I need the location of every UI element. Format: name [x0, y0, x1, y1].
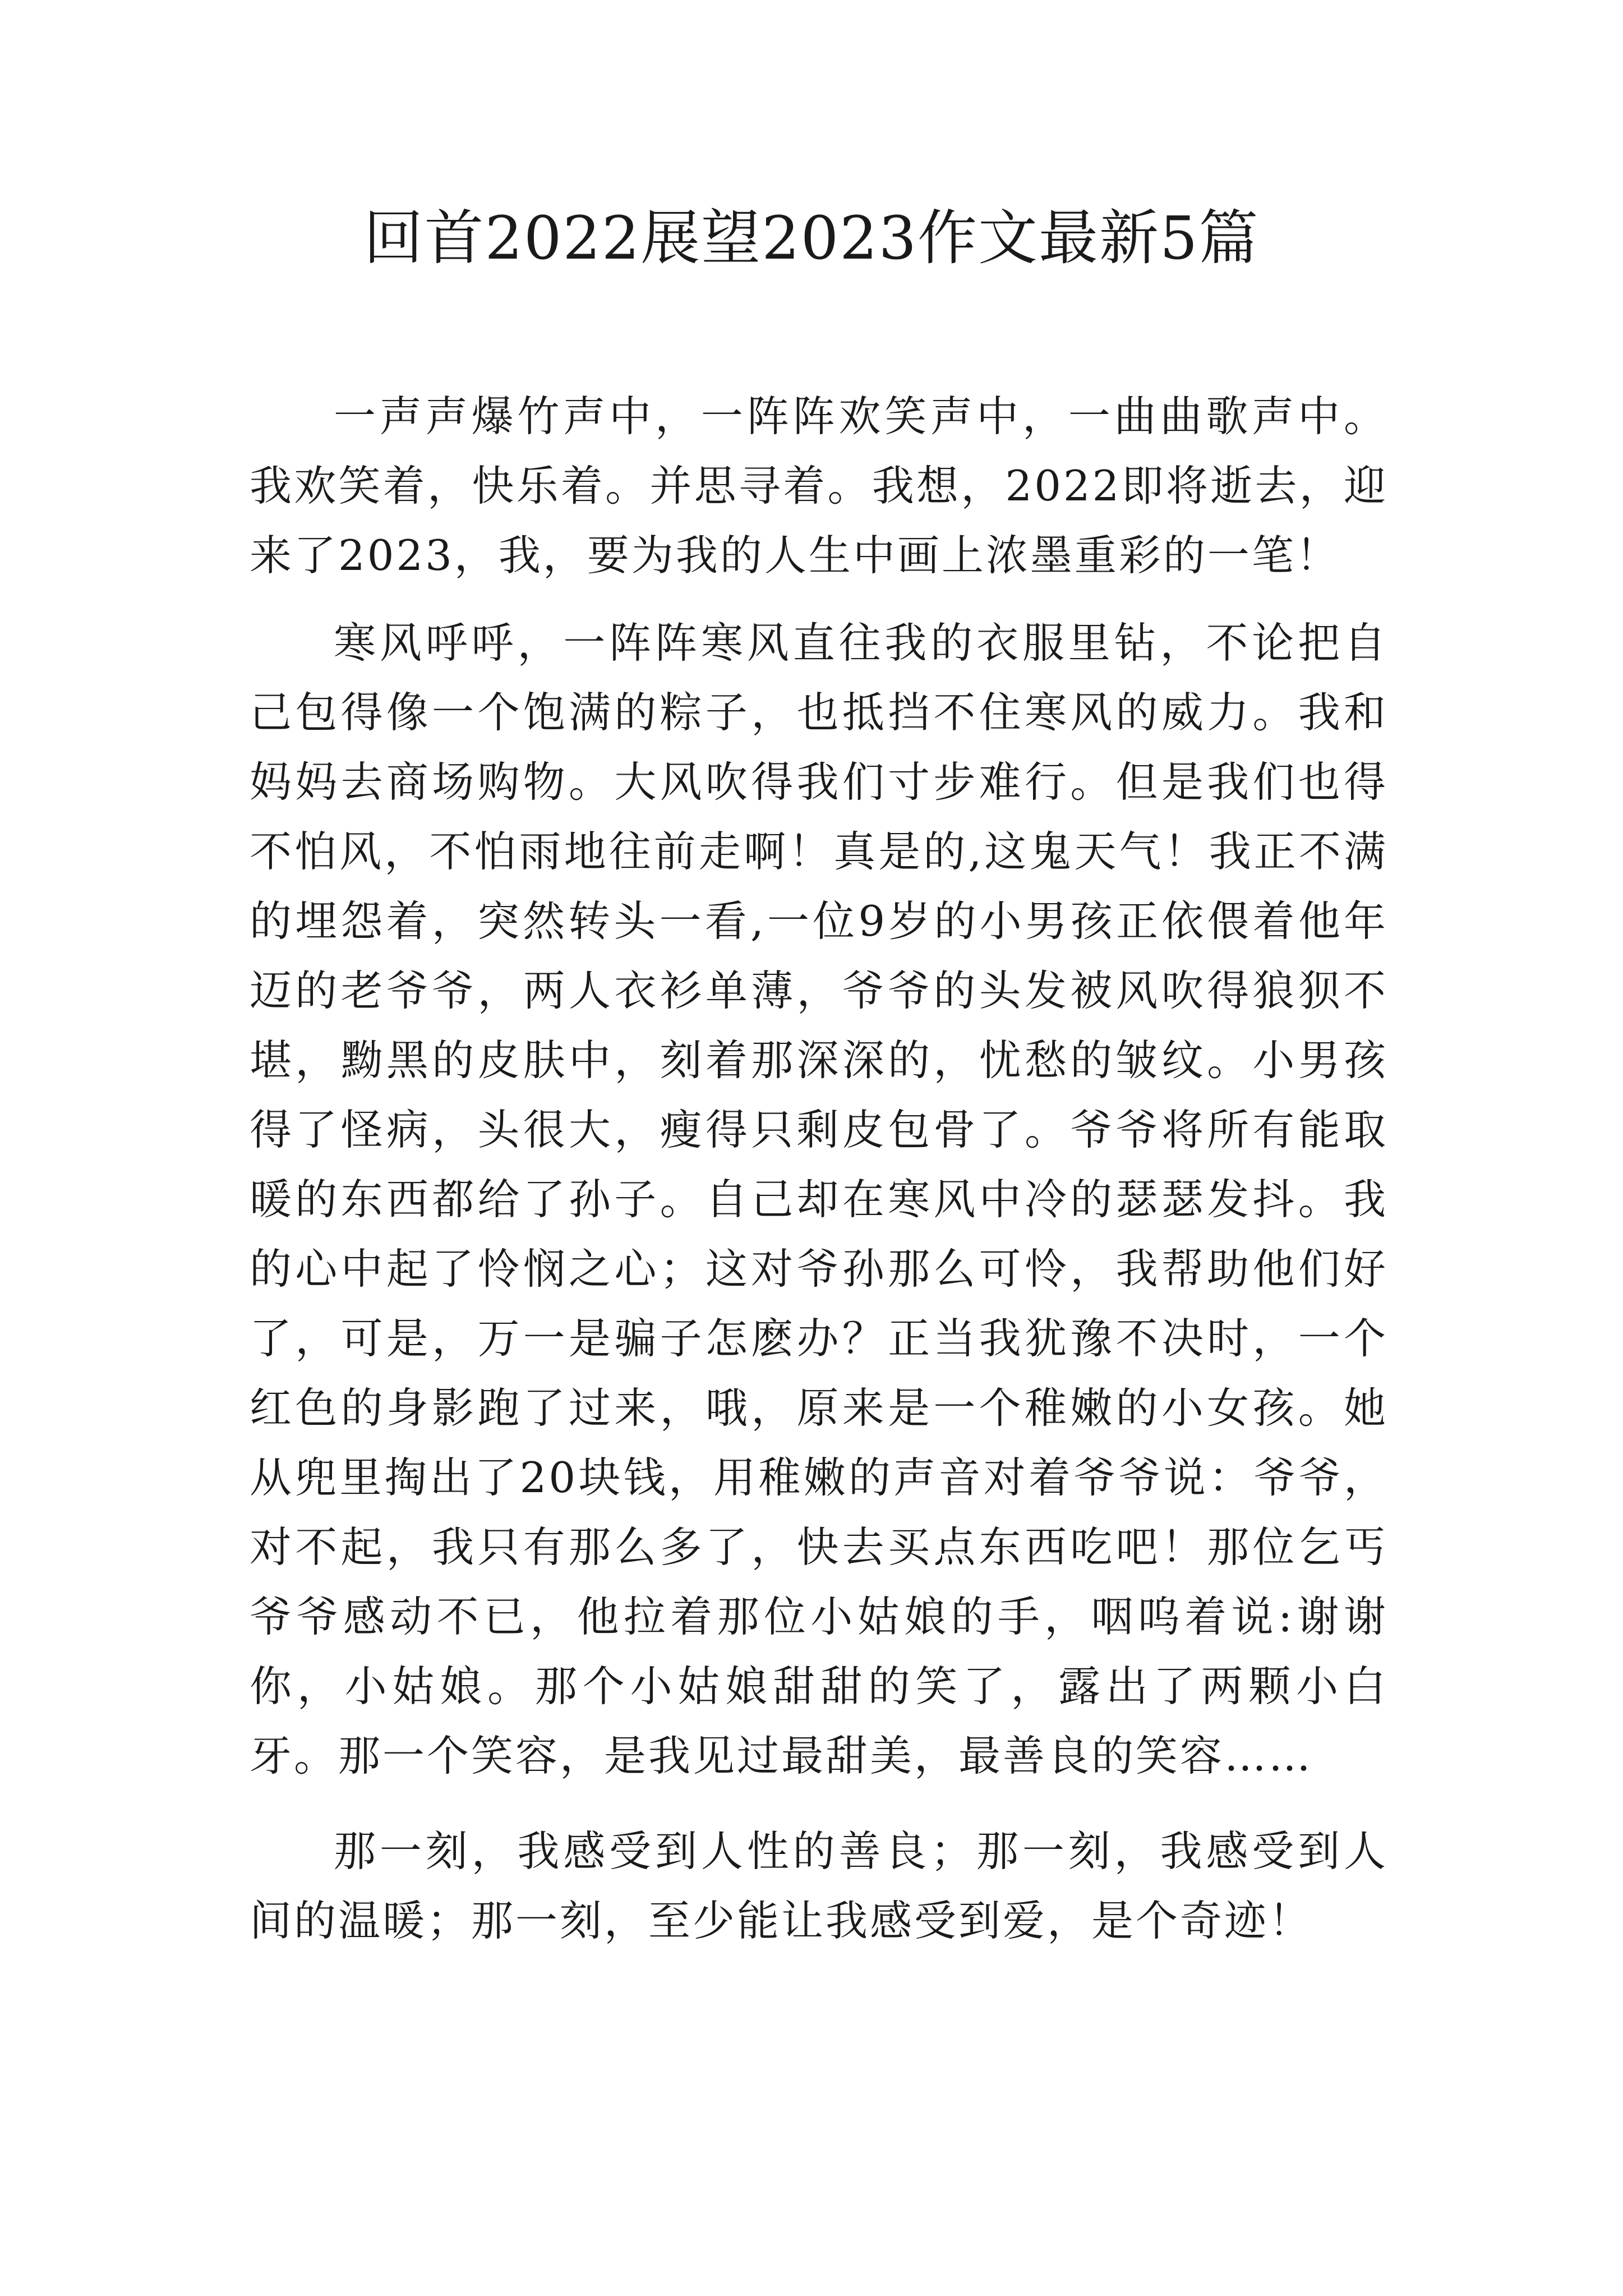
paragraph-2: 寒风呼呼，一阵阵寒风直往我的衣服里钻，不论把自己包得像一个饱满的粽子，也抵挡不住寒风的威力。我和妈妈去商场购物。大风吹得我们寸步难行。但是我们也得不怕风，不怕雨地往前走啊！真是的,这鬼天气！我正不满的埋怨着，突然转头一看,一位9岁的小男孩正依偎着他年迈的老爷爷，两人衣衫单薄，爷爷的头发被风吹得狼狈不堪，黝黑的皮肤中，刻着那深深的，忧愁的皱纹。小男孩得了怪病，头很大，瘦得只剩皮包骨了。爷爷将所有能取暖的东西都给了孙子。自己却在寒风中冷的瑟瑟发抖。我的心中起了怜悯之心；这对爷孙那么可怜，我帮助他们好了，可是，万一是骗子怎麽办？正当我犹豫不决时，一个红色的身影跑了过来，哦，原来是一个稚嫩的小女孩。她从兜里掏出了20块钱，用稚嫩的声音对着爷爷说：爷爷，对不起，我只有那么多了，快去买点东西吃吧！那位乞丐爷爷感动不已，他拉着那位小姑娘的手，咽呜着说:谢谢你，小姑娘。那个小姑娘甜甜的笑了，露出了两颗小白牙。那一个笑容，是我见过最甜美，最善良的笑容……: [250, 618, 1388, 1780]
document-title: 回首2022展望2023作文最新5篇: [363, 204, 1260, 273]
paragraph-1: 一声声爆竹声中，一阵阵欢笑声中，一曲曲歌声中。我欢笑着，快乐着。并思寻着。我想，2022即将逝去，迎来了2023，我，要为我的人生中画上浓墨重彩的一笔！: [250, 392, 1388, 580]
paragraph-3: 那一刻，我感受到人性的善良；那一刻，我感受到人间的温暖；那一刻，至少能让我感受到爱，是个奇迹！: [250, 1826, 1388, 1945]
document-body: [250, 381, 1388, 1955]
